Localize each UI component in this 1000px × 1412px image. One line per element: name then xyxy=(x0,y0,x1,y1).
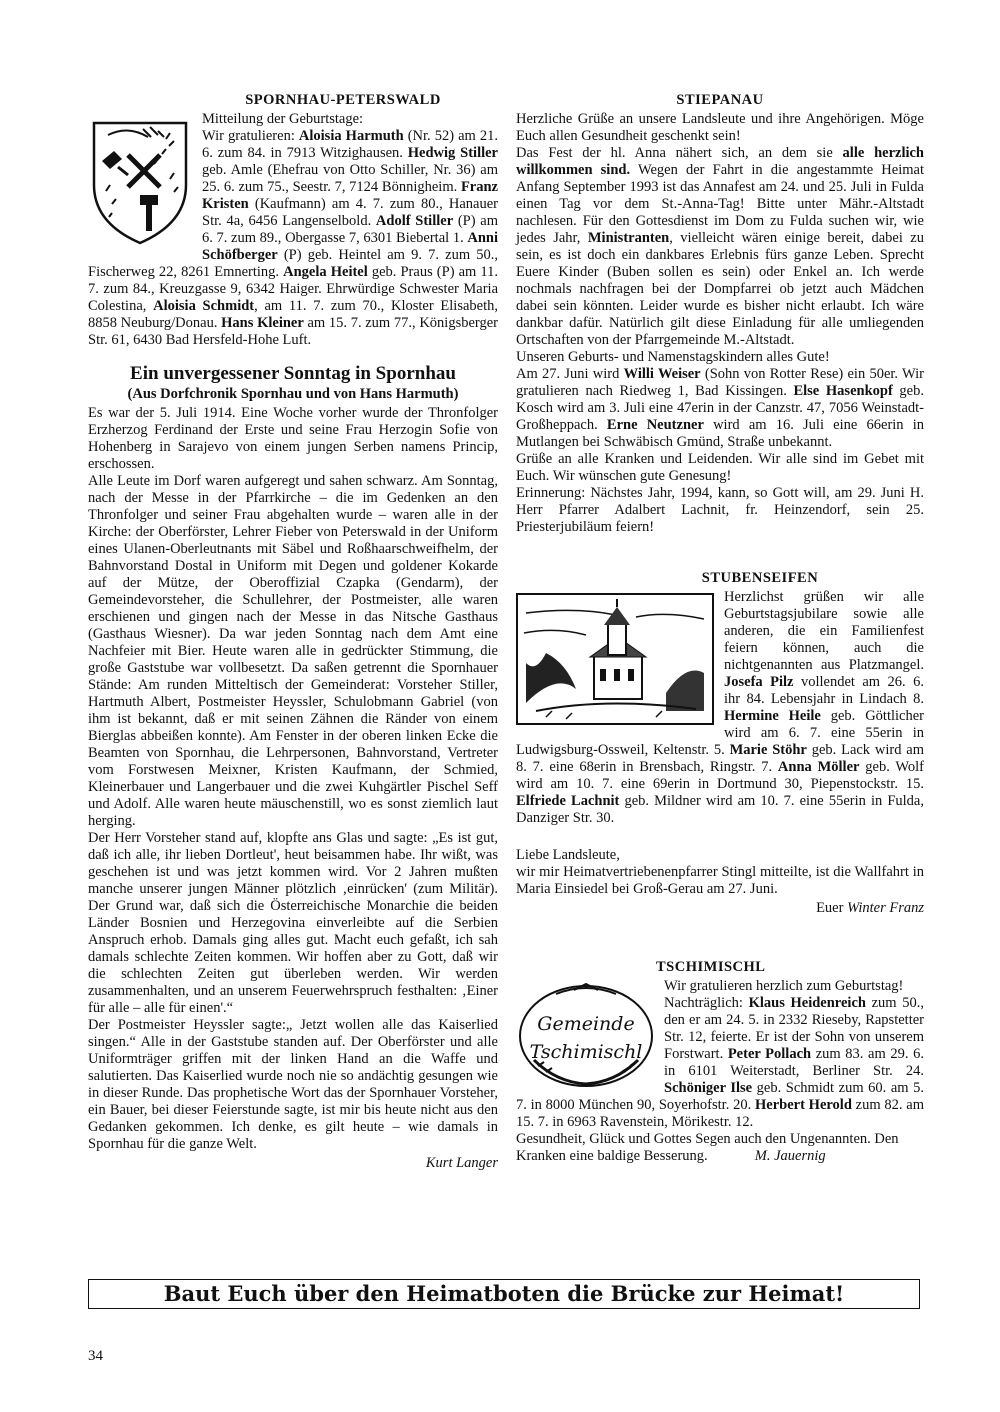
stiepanau-paragraph: Grüße an alle Kranken und Leidenden. Wir alle sind im Gebet mit Euch. Wir wünschen gute Genesung! xyxy=(516,451,924,484)
emphasis: alle herzlich willkommen sind. xyxy=(516,145,925,178)
text-run: , vielleicht wären einige bereit, dabei zu sein, es ist doch ein dankbares Erlebnis fürs ganze Leben. Sprecht Euere Kinder (Buben sollen es sein) oder Enkel an. Ich werde nochmals nachfragen bei der Dompfarrei ob jetzt auch Mädchen dabei sein könnten. Leider wurde es bisher nicht erlaubt. Ich wäre dankbar dafür. Natürlich gilt diese Einladung für alle umliegenden Ortschaften von der Pfarrgemeinde M.-Altstadt. xyxy=(516,230,924,348)
story-section xyxy=(88,363,498,1172)
text-run: zum 82. am 15. 7. in 6963 Ravenstein, Mörikestr. 12. xyxy=(516,1097,924,1130)
tschimischl-section xyxy=(516,959,924,1165)
stiepanau-paragraph: Erinnerung: Nächstes Jahr, 1994, kann, so Gott will, am 29. Juni H. Herr Pfarrer Adalbert Lachnit, fr. Heinzendorf, sein 25. Priesterjubiläum feiern! xyxy=(516,485,924,535)
text-run: zum 83. am 29. 6. in 6101 Weiterstadt, Berliner Str. 24. xyxy=(664,1046,924,1079)
stamp-line2: Tschimischl xyxy=(529,1041,643,1063)
signature-name: Winter Franz xyxy=(847,900,924,916)
right-column xyxy=(516,92,924,1165)
person-name: Herbert Herold xyxy=(754,1097,852,1113)
text-run: wird am 16. Juli eine 66erin in Mutlangen bei Schwäbisch Gmünd, Straße unbekannt. xyxy=(516,417,925,450)
text-run: am 15. 7. zum 77., Königsberger Str. 61, 6430 Bad Hersfeld-Hohe Luft. xyxy=(88,315,498,348)
text-run: , am 11. 7. zum 70., Kloster Elisabeth, 8858 Neuburg/Donau. xyxy=(88,298,498,331)
stubenseifen-heading: STUBENSEIFEN xyxy=(701,570,819,586)
text-run: geb. Wolf wird am 10. 7. eine 69erin in Dortmund 30, Piepenstockstr. 15. xyxy=(516,759,925,792)
text-run: (Sohn von Rotter Rese) ein 50er. Wir gratulieren nach Riedweg 1, Bad Kissingen. xyxy=(516,366,924,399)
stiepanau-paragraph xyxy=(516,366,924,451)
text-run: geb. Praus (P) am 11. 7. zum 84., Kreuzgasse 9, 6342 Haiger. Ehrwürdige Schwester Maria Colestina, xyxy=(88,264,498,314)
story-paragraph: Alle Leute im Dorf waren aufgeregt und sahen schwarz. Am Sonntag, nach der Messe in der Pfarrkirche – die im Gedenken an den Thronfolger und seiner Frau abgehalten wurde – waren alle in der Kirche: der Oberförster, Lehrer Fieber von Peterswald in der Uniform eines Ulanen-Oberleutnants mit Säbel und Roßhaarschweifhelm, der Bahnvorstand Dostal in Uniform mit Degen und goldener Kokarde auf der Mütze, der Oberoffizial Czapka (Gendarm), der Gemeindevorsteher, die Schullehrer, der Postmeister, alle waren erschienen und gingen nach der Messe in das Nitsche Gasthaus (Gasthaus Wiesner). Da war jeden Sonntag nach dem Amt eine Nachfeier mit Bier. Heute waren alle in gedrückter Stimmung, die große Gaststube war vollbesetzt. Da saßen getrennt die Spornhauer Stände: Am runden Mitteltisch der Gemeinderat: Vorsteher Stiller, Hartmuth Albert, Postmeister Heyssler, Schulobmann Gabriel (von ihm ist bekannt, daß er mit seinen Zähnen die Ränder von einem Bierglas abbeißen konnte). Am Fenster in der oberen linken Ecke die Beamten von Spornhau, die Lehrpersonen, Bahnvorstand, Vertreter vom Forstwesen Meixner, Kristen Kaufmann, der Schmied, Kleinerbauer und Langerbauer und die zwei Kuhgärtler Pischel Seff und Adolf. Alle waren heute mäuschenstill, wo es sonst ziemlich laut herging. xyxy=(88,473,498,829)
story-paragraph: Der Postmeister Heyssler sagte:„ Jetzt wollen alle das Kaiserlied singen.“ Alle in der Gaststube standen auf. Der Oberförster und alle Uniformträger griffen mit der linken Hand an die Waffe und salutierten. Das Kaiserlied wurde noch nie so andächtig gesungen wie in dieser Runde. Das prophetische Wort das der Spornhauer Vorsteher, ein Bauer, bei dieser Feierstunde sagte, ist mir bis heute nicht aus den Gedanken gekommen. Ich denke, es gilt heute – wie damals in Spornhau für die ganze Welt. xyxy=(88,1017,498,1152)
story-author: Kurt Langer xyxy=(425,1155,498,1171)
person-name: Erne Neutzner xyxy=(606,417,704,433)
stiepanau-section xyxy=(516,92,924,536)
person-name: Elfriede Lachnit xyxy=(516,793,620,809)
text-run: geb. Mildner wird am 10. 7. eine 55erin in Fulda, Danziger Str. 30. xyxy=(516,793,924,826)
text-run: Das Fest der hl. Anna nähert sich, an dem sie xyxy=(516,145,843,161)
person-name: Anni Schöfberger xyxy=(202,230,498,263)
text-run: Wegen der Fahrt in die angestammte Heimat Anfang September 1993 ist das Annafest am 24. und 25. Juli in Fulda einen Tag vor dem St.-Anna-Tag! Bitte unter Mähr.-Altstadt nachlesen. Für den Gottesdienst im Dom zu Fulda suchen wir, wie jedes Jahr, xyxy=(516,162,924,246)
emphasis: Ministranten xyxy=(587,230,670,246)
tschimischl-author: M. Jauernig xyxy=(754,1148,826,1164)
letter-section xyxy=(516,847,924,917)
bottom-banner: Baut Euch über den Heimatboten die Brücke zur Heimat! xyxy=(88,1279,920,1309)
story-title: Ein unvergessener Sonntag in Spornhau xyxy=(130,363,456,384)
letter-greeting: Liebe Landsleute, xyxy=(516,847,620,863)
text-run: Euer xyxy=(816,900,848,916)
person-name: Willi Weiser xyxy=(623,366,701,382)
text-run: vollendet am 26. 6. ihr 84. Lebensjahr in Lindach 8. xyxy=(724,674,925,707)
page-number: 34 xyxy=(88,1348,103,1364)
person-name: Else Hasenkopf xyxy=(793,383,893,399)
stubenseifen-church-drawing xyxy=(516,593,714,725)
person-name: Marie Stöhr xyxy=(729,742,807,758)
text-run: (P) geb. Heintel am 9. 7. zum 50., Fischerweg 22, 8261 Emnerting. xyxy=(88,247,498,280)
letter-body: wir mir Heimatvertriebenenpfarrer Stingl mitteilte, ist die Wallfahrt in Maria Einsiedel bei Groß-Gerau am 27. Juni. xyxy=(516,864,924,897)
tschimischl-paragraph xyxy=(516,1131,924,1165)
text-run: Gesundheit, Glück und Gottes Segen auch den Ungenannten. Den Kranken eine baldige Besserung. xyxy=(516,1131,899,1164)
text-run: geb. Amle (Ehefrau von Otto Schiller, Nr. 36) am 25. 6. zum 75., Seestr. 7, 7124 Bönnigheim. xyxy=(202,162,498,195)
story-paragraph: Der Herr Vorsteher stand auf, klopfte ans Glas und sagte: „Es ist gut, daß ich alle, ihr lieben Dortleut', heut beisammen habe. Ihr wißt, was geschehen ist und was jetzt kommen wird. Vor 2 Jahren mußten manche unserer jungen Männer plötzlich ‚einrücken' (zum Militär). Der Grund war, daß sich die Österreichische Monarchie die beiden Länder Bosnien und Herzegovina einverleibte auf die Serbien Anspruch erhob. Damals ging alles gut. Macht euch gefaßt, ich sah damals schlechte Zeiten kommen. Wir hoffen aber zu Gott, daß wir die schlechten Zeiten gut überleben werden. Wir werden zusammenhalten, und an unserem Feuerwehrspruch festhalten: ‚Einer für alle – alle für einen'.“ xyxy=(88,830,498,1016)
stamp-line1: Gemeinde xyxy=(537,1013,635,1035)
person-name: Aloisia Harmuth xyxy=(298,128,404,144)
text-run: Nachträglich: xyxy=(664,995,749,1011)
person-name: Hedwig Stiller xyxy=(407,145,498,161)
stiepanau-paragraph: Unseren Geburts- und Namenstagskindern alles Gute! xyxy=(516,349,830,365)
person-name: Peter Pollach xyxy=(727,1046,812,1062)
tschimischl-stamp xyxy=(516,980,656,1092)
tschimischl-paragraph: Wir gratulieren herzlich zum Geburtstag! xyxy=(664,978,904,994)
person-name: Aloisia Schmidt xyxy=(153,298,255,314)
text-run: geb. Schmidt zum 60. am 5. 7. in 8000 München 90, Soyerhofstr. 20. xyxy=(516,1080,924,1113)
spornhau-section xyxy=(88,92,498,349)
text-run: geb. Göttlicher wird am 6. 7. eine 55erin in Ludwigsburg-Ossweil, Keltenstr. 5. xyxy=(516,708,924,758)
text-run: (Kaufmann) am 4. 7. zum 80., Hanauer Str. 4a, 6456 Langenselbold. xyxy=(202,196,498,229)
person-name: Klaus Heidenreich xyxy=(748,995,866,1011)
stiepanau-paragraph xyxy=(516,145,924,349)
text-run: Wir gratulieren: xyxy=(202,128,299,144)
stiepanau-heading: STIEPANAU xyxy=(676,92,764,108)
person-name: Angela Heitel xyxy=(283,264,368,280)
text-run: zum 50., den er am 24. 5. in 2332 Rieseby, Rapstetter Str. 12, feierte. Er ist der Sohn von unserem Forstwart. xyxy=(664,995,924,1062)
person-name: Hermine Heile xyxy=(724,708,821,724)
text-run: geb. Lack wird am 8. 7. eine 68erin in Brensbach, Ringstr. 7. xyxy=(516,742,924,775)
text-run: geb. Kosch wird am 3. Juli eine 47erin in der Canzstr. 47, 7056 Weinstadt-Großheppach. xyxy=(516,383,924,433)
person-name: Josefa Pilz xyxy=(724,674,794,690)
tschimischl-heading: TSCHIMISCHL xyxy=(656,959,766,975)
text-run: Am 27. Juni wird xyxy=(516,366,624,382)
story-subtitle: (Aus Dorfchronik Spornhau und von Hans Harmuth) xyxy=(127,386,459,402)
stiepanau-paragraph: Herzliche Grüße an unsere Landsleute und ihre Angehörigen. Möge Euch allen Gesundheit geschenkt sein! xyxy=(516,111,924,144)
person-name: Schöniger Ilse xyxy=(664,1080,753,1096)
person-name: Adolf Stiller xyxy=(375,213,454,229)
text-run: Herzlichst grüßen wir alle Geburtstagsjubilare sowie alle anderen, die ein Familienfest feiern können, auch die nichtgenannten aus Platzmangel. xyxy=(724,589,924,673)
spornhau-heading: SPORNHAU-PETERSWALD xyxy=(245,92,441,108)
spornhau-coat-of-arms xyxy=(88,115,192,247)
spornhau-intro: Mitteilung der Geburtstage: xyxy=(202,111,364,127)
person-name: Anna Möller xyxy=(777,759,860,775)
text-run: (P) am 6. 7. zum 89., Obergasse 7, 6301 Biebertal 1. xyxy=(202,213,499,246)
stubenseifen-section xyxy=(516,570,924,827)
letter-signature xyxy=(516,900,924,917)
text-run: (Nr. 52) am 21. 6. zum 84. in 7913 Witzighausen. xyxy=(202,128,499,161)
story-paragraph: Es war der 5. Juli 1914. Eine Woche vorher wurde der Thronfolger Erzherzog Ferdinand der Erste und seine Frau Herzogin Sofie von Hohenberg in Sarajevo von einem jungen Serben namens Princip, erschossen. xyxy=(88,405,498,472)
person-name: Hans Kleiner xyxy=(221,315,304,331)
left-column xyxy=(88,92,498,1172)
person-name: Franz Kristen xyxy=(202,179,498,212)
